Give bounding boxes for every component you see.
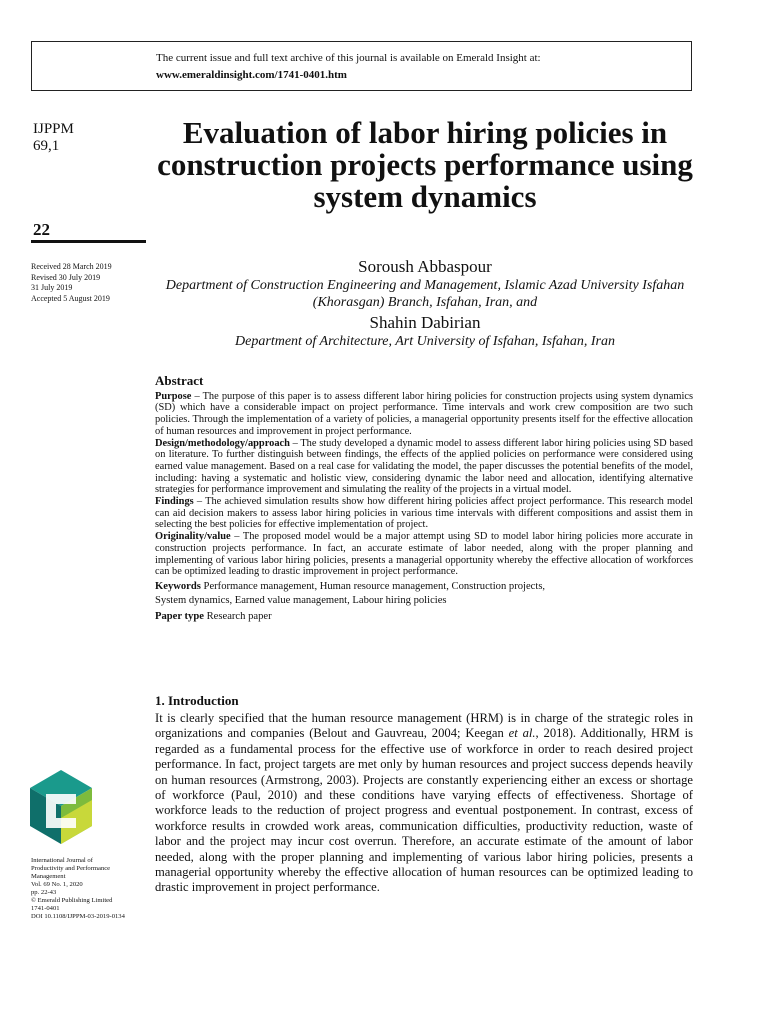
journal-volume: 69,1 bbox=[33, 138, 60, 154]
paper-title: Evaluation of labor hiring policies in construction projects performance using system dynamics bbox=[157, 115, 693, 214]
keywords-text: System dynamics, Earned value management, Labour hiring policies bbox=[155, 594, 447, 606]
journal-info-line: © Emerald Publishing Limited bbox=[31, 897, 113, 904]
introduction-paragraph bbox=[155, 711, 693, 896]
notice-text: The current issue and full text archive of this journal is available on Emerald Insight at: bbox=[156, 52, 541, 64]
abstract-label: Design/methodology/approach bbox=[155, 437, 290, 449]
author-name: Soroush Abbaspour bbox=[358, 257, 492, 276]
abstract-text: – The proposed model would be a major attempt using SD to model labor hiring policies more accurate in construction projects performance. In fact, an accurate estimate of labor needed, along with the proper planning and implementing of various labor hiring policies, presents a managerial opportunity whereby the effective allocation of workforces can be optimized leading to drastic improvement in project performance. bbox=[155, 531, 693, 578]
journal-info-line: International Journal of bbox=[31, 857, 93, 864]
submission-dates bbox=[31, 262, 146, 304]
citation-etal: et al. bbox=[508, 726, 536, 741]
abstract-label: Originality/value bbox=[155, 531, 231, 543]
introduction-section bbox=[155, 693, 693, 896]
journal-info-line: Productivity and Performance bbox=[31, 865, 111, 872]
date-accepted: Accepted 5 August 2019 bbox=[31, 293, 110, 303]
author-affiliation: Department of Construction Engineering and Management, Islamic Azad University Isfahan (Khorasgan) Branch, Isfahan, Iran, and bbox=[165, 278, 685, 310]
keywords-label: Keywords bbox=[155, 580, 201, 592]
abstract-design bbox=[155, 438, 693, 497]
page-number: 22 bbox=[33, 220, 50, 239]
section-heading: 1. Introduction bbox=[155, 693, 239, 708]
abstract-label: Findings bbox=[155, 496, 194, 508]
journal-abbr: IJPPM bbox=[33, 121, 74, 137]
paper-type-text: Research paper bbox=[203, 610, 272, 622]
journal-info-line: Management bbox=[31, 873, 66, 880]
abstract-findings bbox=[155, 496, 693, 531]
journal-info-line: pp. 22-43 bbox=[31, 889, 57, 896]
abstract-purpose bbox=[155, 391, 693, 438]
keywords bbox=[155, 580, 693, 608]
abstract-text: – The purpose of this paper is to assess different labor hiring policies for construction projects using system dynamics (SD) which have a considerable impact on project performance. Time intervals and work crew composition are two such policies. Through the implementation of a variety of policies, a managerial opportunity presents itself for the effective allocation of human resources and improvement in project performance. bbox=[155, 390, 693, 437]
keywords-text: Performance management, Human resource management, Construction projects, bbox=[200, 580, 546, 592]
author-affiliation: Department of Architecture, Art University of Isfahan, Isfahan, Iran bbox=[235, 334, 615, 349]
abstract-section bbox=[155, 375, 693, 624]
abstract-originality bbox=[155, 531, 693, 578]
paragraph-text: , 2018). Additionally, HRM is regarded as a fundamental process for the effective use of workforce in order to reach desired project performance. In fact, project targets are met only by human resources and project success depends heavily on human resources (Armstrong, 2003). Projects are constantly experiencing either an excess or shortage of workforce (Paul, 2010) and these conditions have varying effects of effectiveness. Shortage of workforce leads to the reduction of project progress and eventual postponement. In contrast, excess of workforce results in crowded work areas, communication difficulties, productivity reduction, waste of labor and the project may incur cost overrun. Therefore, an accurate estimate of the amount of labor needed, along with the proper planning and implementing of various labor hiring policies, presents a managerial opportunity whereby the effective allocation of human resources can be optimized leading to drastic improvement in project performance. bbox=[155, 726, 693, 895]
abstract-heading: Abstract bbox=[155, 373, 204, 388]
paragraph-text: It is clearly specified that the human resource management (HRM) is in charge of the strategic roles in organizations and companies (Belout and Gauvreau, 2004; Keegan bbox=[155, 711, 693, 741]
journal-info bbox=[31, 857, 151, 921]
date-revised: Revised 30 July 2019 bbox=[31, 272, 101, 282]
author-name: Shahin Dabirian bbox=[369, 313, 481, 332]
journal-code bbox=[33, 121, 74, 155]
publisher-logo-icon bbox=[30, 770, 92, 844]
notice-url[interactable]: www.emeraldinsight.com/1741-0401.htm bbox=[156, 69, 347, 81]
journal-notice-box bbox=[31, 41, 692, 91]
abstract-label: Purpose bbox=[155, 390, 192, 402]
page-number-rule bbox=[31, 240, 146, 243]
date-received: Received 28 March 2019 bbox=[31, 262, 112, 271]
date-revised-2: 31 July 2019 bbox=[31, 283, 73, 292]
abstract-text: – The achieved simulation results show how different hiring policies affect project performance. This research model can aid decision makers to assess labor hiring policies in various time intervals with different compositions and assist them in selecting the best policies for effective implementation of project. bbox=[155, 496, 693, 531]
abstract-text: – The study developed a dynamic model to assess different labor hiring policies using SD based on literature. To further distinguish between findings, the effects of the applied policies on performance were considered using earned value management. Based on a real case for validating the model, the paper discusses the potential benefits of the model, including: having a systematic and holistic view, considering dynamic the labor need and allocation, identifying alternative strategies for performance improvement and simulating the reality of the projects in a virtual model. bbox=[155, 437, 693, 496]
journal-info-doi[interactable]: DOI 10.1108/IJPPM-03-2019-0134 bbox=[31, 913, 125, 920]
paper-type-label: Paper type bbox=[155, 610, 204, 622]
paper-type bbox=[155, 610, 693, 624]
journal-info-line: Vol. 69 No. 1, 2020 bbox=[31, 881, 83, 888]
journal-info-line: 1741-0401 bbox=[31, 905, 60, 912]
